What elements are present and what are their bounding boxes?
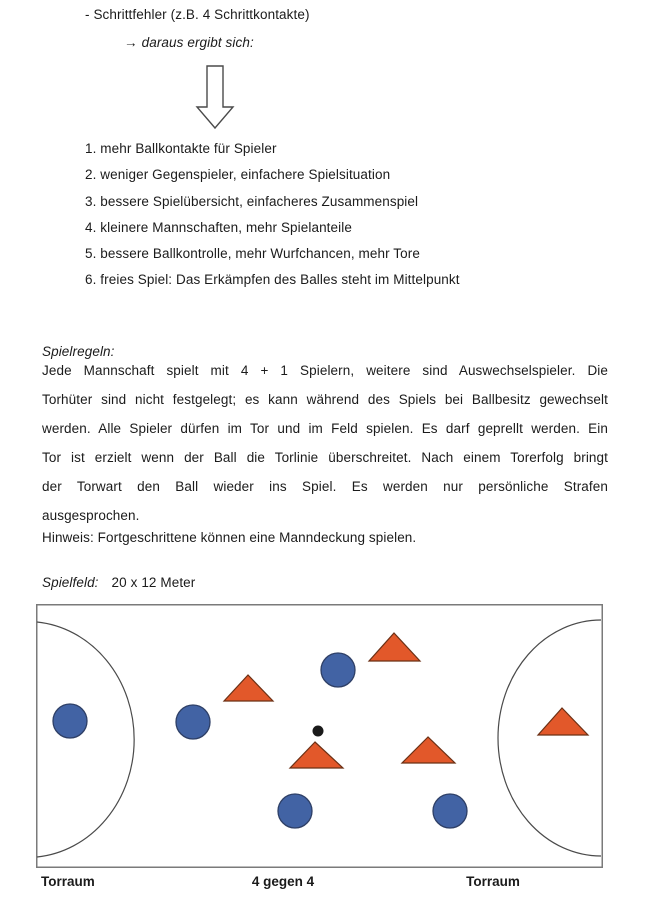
down-arrow-shape (190, 62, 240, 134)
list-item: 3. bessere Spielübersicht, einfacheres Zusammenspiel (85, 193, 419, 209)
spielregeln-heading: Spielregeln: (42, 344, 115, 359)
right-arrow-icon: → (124, 35, 138, 50)
torraum-label-right: Torraum (466, 874, 520, 889)
torraum-label-left: Torraum (41, 874, 95, 889)
rule-line: Jede Mannschaft spielt mit 4 + 1 Spielern, weitere sind Auswechselspieler. Die (42, 363, 608, 378)
player-circle (176, 705, 210, 739)
spielfeld-caption (42, 575, 195, 590)
spielregeln-paragraph (42, 357, 608, 530)
player-circle (53, 704, 87, 738)
rule-line: Tor ist erzielt wenn der Ball die Torlinie überschreitet. Nach einem Torerfolg bringt (42, 449, 608, 465)
list-item: 2. weniger Gegenspieler, einfachere Spielsituation (85, 167, 391, 183)
list-item: 4. kleinere Mannschaften, mehr Spielanteile (85, 219, 352, 235)
player-circle (321, 653, 355, 687)
rule-line: werden. Alle Spieler dürfen im Tor und im Feld spielen. Es darf geprellt werden. Ein (42, 420, 608, 436)
rule-line: ausgesprochen. (42, 507, 140, 523)
four-vs-four-label: 4 gegen 4 (251, 874, 315, 889)
playfield-svg (36, 604, 603, 868)
list-item: 1. mehr Ballkontakte für Spieler (85, 141, 277, 156)
player-circle (278, 794, 312, 828)
list-item: 6. freies Spiel: Das Erkämpfen des Balles steht im Mittelpunkt (85, 272, 460, 288)
rule-line: der Torwart den Ball wieder ins Spiel. Es werden nur persönliche Strafen (42, 478, 608, 494)
rule-line: Torhüter sind nicht festgelegt; es kann während des Spiels bei Ballbesitz gewechselt (42, 391, 608, 407)
list-item: 5. bessere Ballkontrolle, mehr Wurfchancen, mehr Tore (85, 246, 420, 262)
spielfeld-dimensions: 20 x 12 Meter (111, 575, 196, 590)
hinweis-line: Hinweis: Fortgeschrittene können eine Manndeckung spielen. (42, 530, 417, 545)
ball-dot (313, 726, 324, 737)
spielfeld-label: Spielfeld: (42, 575, 99, 590)
down-arrow-outline (197, 66, 233, 128)
daraus-ergibt-sich-text: daraus ergibt sich: (141, 35, 254, 50)
benefit-list (85, 136, 460, 294)
bullet-schrittfehler: - Schrittfehler (z.B. 4 Schrittkontakte) (85, 7, 310, 22)
player-circle (433, 794, 467, 828)
daraus-ergibt-sich-line (124, 35, 254, 50)
